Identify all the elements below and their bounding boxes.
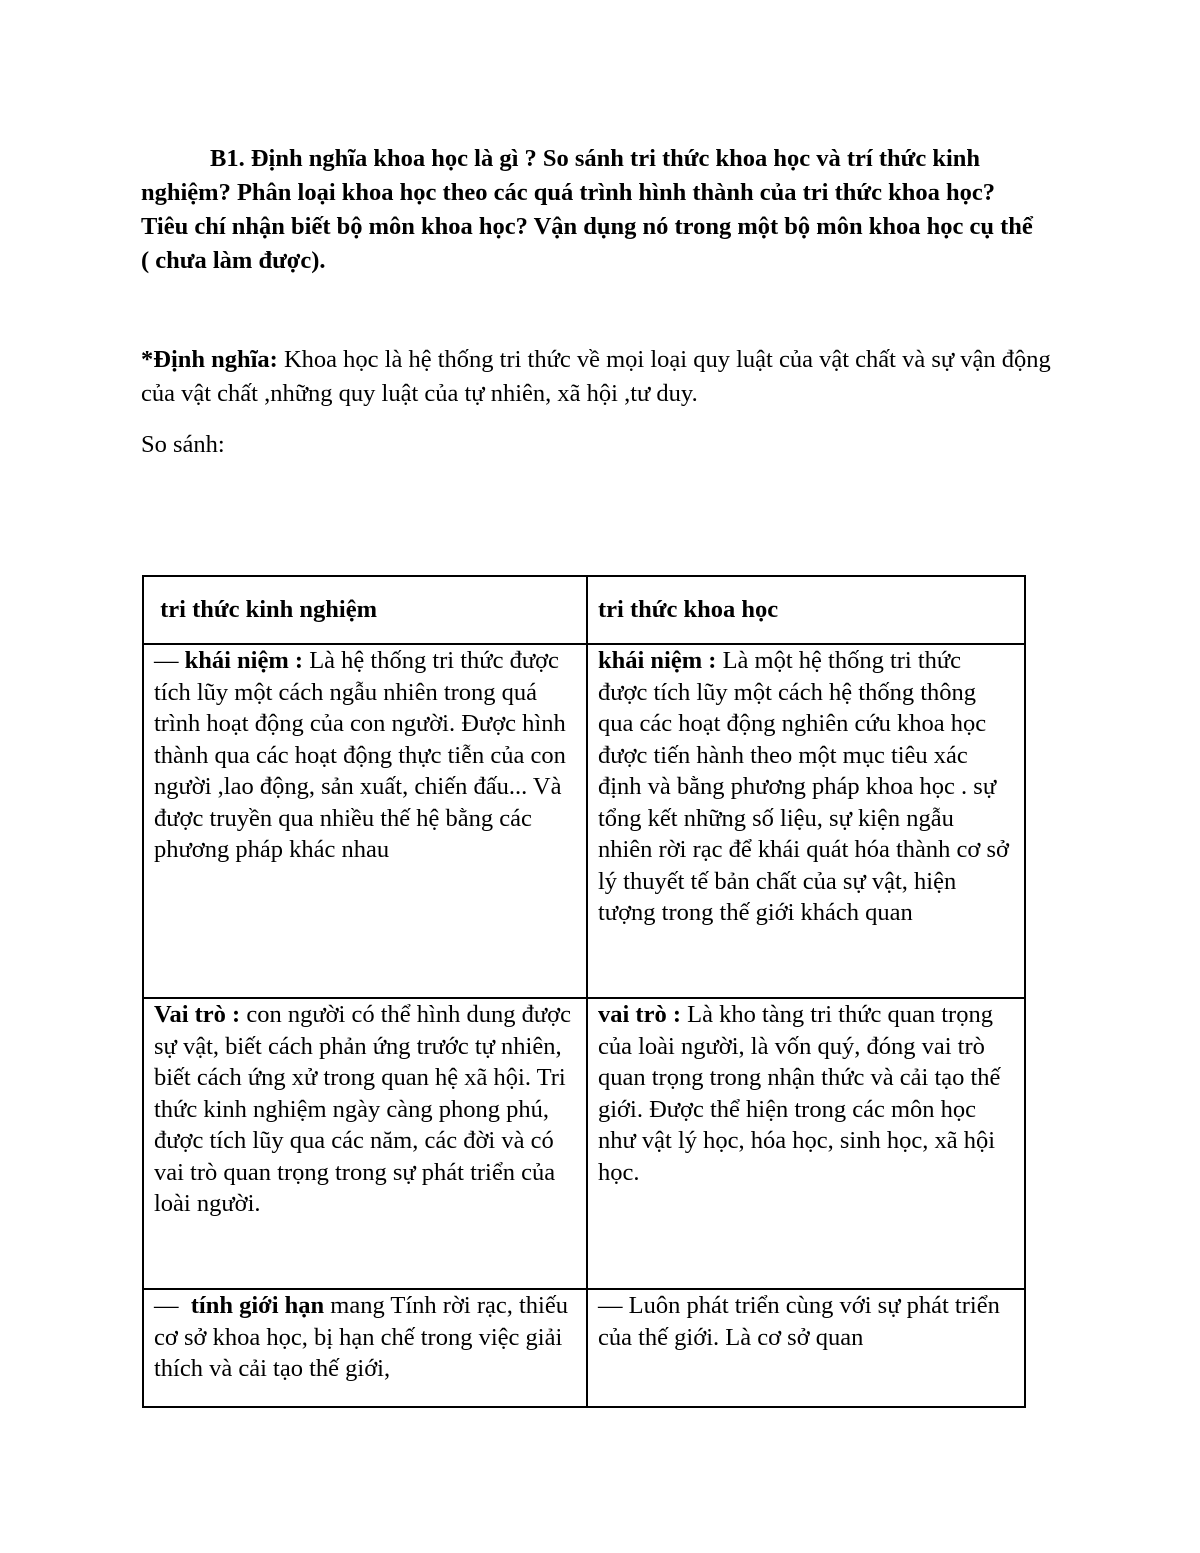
cell-empirical-limitation: [143, 1289, 587, 1407]
table-header-row: [143, 576, 1025, 644]
cell-scientific-limitation: [587, 1289, 1025, 1407]
cell-label: Vai trò :: [154, 1001, 241, 1028]
cell-scientific-concept: [587, 644, 1025, 998]
definition-label: *Định nghĩa:: [141, 346, 278, 373]
cell-text: Là một hệ thống tri thức được tích lũy một cách hệ thống thông qua các hoạt động nghiên cứu khoa học được tiến hành theo một mục tiêu xác định và bằng phương pháp khoa học . sự tổng kết những số liệu, sự kiện ngẫu nhiên rời rạc để khái quát hóa thành cơ sở lý thuyết tế bản chất của sự vật, hiện tượng trong thế giới khách quan: [598, 647, 1009, 926]
header-scientific-knowledge: tri thức khoa học: [587, 576, 1025, 644]
table-row-limitation: [143, 1289, 1025, 1407]
comparison-table: [142, 575, 1026, 1408]
cell-label: khái niệm :: [598, 647, 717, 674]
cell-label: tính giới hạn: [190, 1292, 325, 1319]
cell-text: con người có thể hình dung được sự vật, biết cách phản ứng trước tự nhiên, biết cách ứng xử trong quan hệ xã hội. Tri thức kinh nghiệm ngày càng phong phú, được tích lũy qua các năm, các đời và có vai trò quan trọng trong sự phát triển của loài người.: [154, 1001, 571, 1217]
cell-prefix: —: [154, 647, 185, 674]
cell-label: khái niệm :: [184, 647, 304, 674]
cell-text: Là hệ thống tri thức được tích lũy một cách ngẫu nhiên trong quá trình hoạt động của con người. Được hình thành qua các hoạt động thực tiễn của con người ,lao động, sản xuất, chiến đấu... Và được truyền qua nhiều thế hệ bằng các phương pháp khác nhau: [154, 647, 566, 863]
table-row-role: [143, 998, 1025, 1289]
cell-empirical-concept: [143, 644, 587, 998]
table-row-concept: [143, 644, 1025, 998]
definition-text: Khoa học là hệ thống tri thức về mọi loại quy luật của vật chất và sự vận động của vật chất ,những quy luật của tự nhiên, xã hội ,tư duy.: [141, 346, 1051, 407]
cell-text: mang Tính rời rạc, thiếu cơ sở khoa học, bị hạn chế trong việc giải thích và cải tạo thế giới,: [154, 1292, 568, 1382]
cell-empirical-role: [143, 998, 587, 1289]
cell-scientific-role: [587, 998, 1025, 1289]
cell-prefix: —: [154, 1292, 191, 1319]
definition-paragraph: [141, 343, 1071, 411]
question-heading: B1. Định nghĩa khoa học là gì ? So sánh tri thức khoa học và trí thức kinh nghiệm? Phân loại khoa học theo các quá trình hình thành của tri thức khoa học? Tiêu chí nhận biết bộ môn khoa học? Vận dụng nó trong một bộ môn khoa học cụ thể ( chưa làm được).: [141, 145, 1033, 274]
cell-text: Là kho tàng tri thức quan trọng của loài người, là vốn quý, đóng vai trò quan trọng trong nhận thức và cải tạo thế giới. Được thể hiện trong các môn học như vật lý học, hóa học, sinh học, xã hội học.: [598, 1001, 1001, 1186]
compare-label: So sánh:: [141, 431, 225, 458]
cell-label: vai trò :: [598, 1001, 681, 1028]
header-empirical-knowledge: tri thức kinh nghiệm: [143, 576, 587, 644]
cell-text: — Luôn phát triển cùng với sự phát triển của thế giới. Là cơ sở quan: [598, 1292, 1000, 1351]
